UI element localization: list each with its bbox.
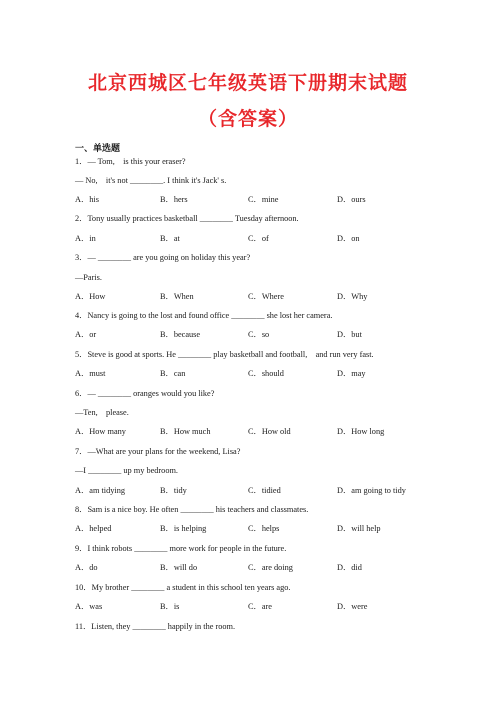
question-7-option-b: B．tidy [160,486,187,495]
question-4-option-d: D．but [337,330,362,339]
question-3-option-a: A．How [75,292,106,301]
question-6-option-a: A．How many [75,427,126,436]
question-4-option-c: C．so [248,330,270,339]
question-5: 5．Steve is good at sports. He ________ play basketball and football, and run very fast. [75,350,374,359]
question-10-option-b: B．is [160,602,180,611]
question-7: 7．—What are your plans for the weekend, Lisa? [75,447,241,456]
question-1-line-2: — No, it's not ________. I think it's Jack' s. [75,176,227,185]
question-3-line-2: —Paris. [75,273,102,282]
question-2-option-b: B．at [160,234,180,243]
question-10-option-c: C．are [248,602,272,611]
section-heading: 一、单选题 [75,144,121,154]
question-2: 2．Tony usually practices basketball ________ Tuesday afternoon. [75,214,299,223]
question-4-option-a: A．or [75,330,97,339]
question-3-option-d: D．Why [337,292,368,301]
question-10: 10．My brother ________ a student in this school ten years ago. [75,583,291,592]
question-6-line-2: —Ten, please. [75,408,129,417]
document-title: 北京西城区七年级英语下册期末试题 [87,72,408,94]
question-8-option-d: D．will help [337,524,381,533]
question-8: 8．Sam is a nice boy. He often ________ his teachers and classmates. [75,505,309,514]
question-9-option-a: A．do [75,563,98,572]
question-8-option-c: C．helps [248,524,280,533]
document-subtitle: （含答案） [197,108,298,130]
question-5-option-c: C．should [248,369,284,378]
question-7-option-c: C．tidied [248,486,281,495]
question-2-option-c: C．of [248,234,269,243]
question-7-line-2: —I ________ up my bedroom. [75,466,179,475]
question-6-option-b: B．How much [160,427,211,436]
question-6: 6．— ________ oranges would you like? [75,389,215,398]
question-1-option-a: A．his [75,195,99,204]
question-9-option-b: B．will do [160,563,198,572]
question-3: 3．— ________ are you going on holiday this year? [75,253,251,262]
question-1: 1．— Tom, is this your eraser? [75,157,186,166]
question-5-option-a: A．must [75,369,106,378]
question-8-option-a: A．helped [75,524,112,533]
question-11: 11．Listen, they ________ happily in the room. [75,622,236,631]
question-8-option-b: B．is helping [160,524,207,533]
question-3-option-c: C．Where [248,292,284,301]
question-10-option-d: D．were [337,602,368,611]
question-1-option-d: D．ours [337,195,366,204]
question-9-option-c: C．are doing [248,563,293,572]
question-10-option-a: A．was [75,602,103,611]
question-9: 9．I think robots ________ more work for people in the future. [75,544,287,553]
question-1-option-b: B．hers [160,195,188,204]
question-7-option-a: A．am tidying [75,486,126,495]
question-6-option-d: D．How long [337,427,385,436]
question-9-option-d: D．did [337,563,362,572]
question-7-option-d: D．am going to tidy [337,486,406,495]
question-2-option-a: A．in [75,234,96,243]
question-1-option-c: C．mine [248,195,279,204]
question-4: 4．Nancy is going to the lost and found office ________ she lost her camera. [75,311,333,320]
question-6-option-c: C．How old [248,427,291,436]
question-5-option-b: B．can [160,369,186,378]
question-3-option-b: B．When [160,292,194,301]
question-2-option-d: D．on [337,234,360,243]
question-5-option-d: D．may [337,369,366,378]
question-4-option-b: B．because [160,330,201,339]
